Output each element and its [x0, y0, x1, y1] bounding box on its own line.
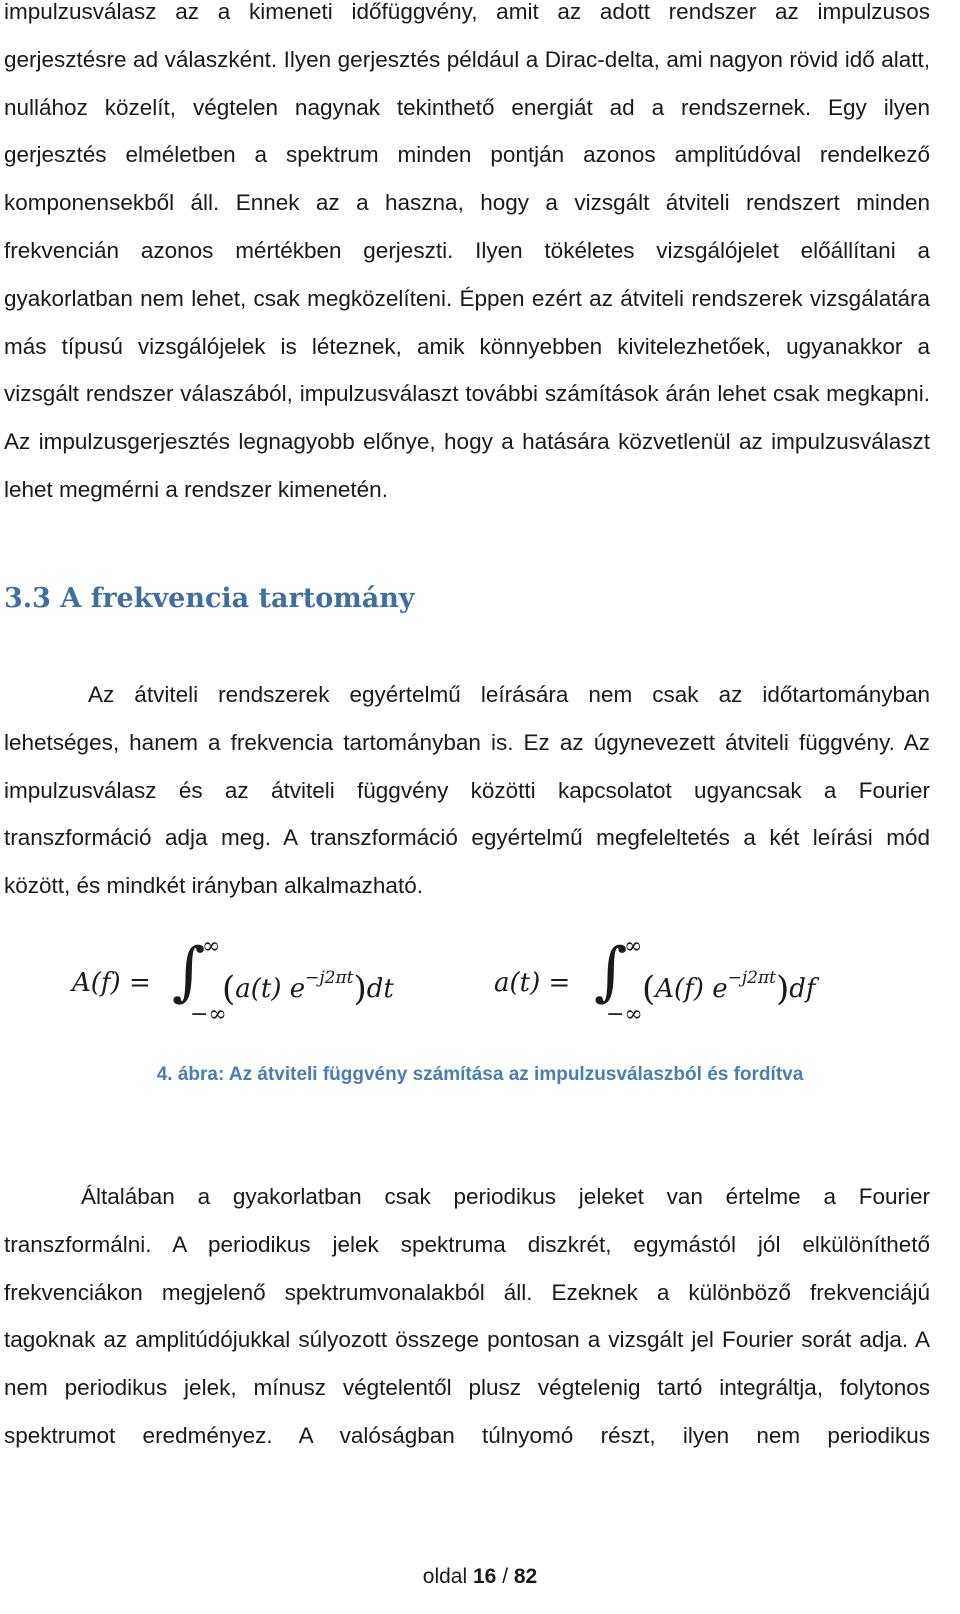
current-page-number: 16: [472, 1565, 497, 1588]
total-pages: 82: [513, 1565, 538, 1588]
integral-sign: ∫: [172, 935, 206, 1009]
integral-upper-limit: ∞: [202, 934, 221, 959]
formula-lhs: A(f) =: [72, 968, 151, 998]
page-label: oldal: [422, 1565, 468, 1588]
integral-lower-limit: −∞: [190, 1002, 227, 1027]
exp-exponent: −j2πt: [727, 968, 776, 988]
exp-base: e: [712, 974, 728, 1004]
differential: df: [789, 974, 816, 1004]
integrand: (A(f) $e^{-j2\pi t})df$: [642, 968, 816, 1009]
integral-sign: ∫: [594, 935, 628, 1009]
integrand-function: a(t): [235, 974, 282, 1004]
page-separator: /: [502, 1565, 509, 1588]
integrand-function: A(f): [655, 974, 704, 1004]
differential: dt: [366, 974, 394, 1004]
body-paragraph-2: Az átviteli rendszerek egyértelmű leírására nem csak az időtartományban lehetséges, hanem a frekvencia tartományban is. Ez az úgynevezett átviteli függvény. Az impulzusválasz és az átviteli függvény közötti kapcsolatot ugyancsak a Fourier transzformáció adja meg. A transzformáció egyértelmű megfeleltetés a két leírási mód között, és mindkét irányban alkalmazható.: [4, 682, 930, 899]
exp-exponent: −j2πt: [305, 968, 354, 988]
exp-base: e: [289, 974, 306, 1004]
page-number-footer: [0, 1565, 960, 1589]
body-paragraph-3: Általában a gyakorlatban csak periodikus jeleket van értelme a Fourier transzformálni. A periodikus jelek spektruma diszkrét, egymástól jól elkülöníthető frekvenciákon megjelenő spektrumvonalakból áll. Ezeknek a különböző frekvenciájú tagoknak az amplitúdójukkal súlyozott összege pontosan a vizsgált jel Fourier sorát adja. A nem periodikus jelek, mínusz végtelentől plusz végtelenig tartó integráltja, folytonos spektrumot eredményez. A valóságban túlnyomó részt, ilyen nem periodikus: [4, 1184, 930, 1448]
formula-lhs: a(t) =: [494, 968, 571, 998]
integral-lower-limit: −∞: [606, 1002, 643, 1027]
integrand: (a(t) $e^{-j2\pi t})dt$: [222, 968, 394, 1009]
integral-upper-limit: ∞: [624, 934, 643, 959]
figure-caption: 4. ábra: Az átviteli függvény számítása az impulzusválaszból és fordítva: [156, 1064, 804, 1085]
fourier-formulas: [0, 930, 960, 1030]
body-paragraph-1: impulzusválasz az a kimeneti időfüggvény, amit az adott rendszer az impulzusos gerjesztésre ad válaszként. Ilyen gerjesztés például a Dirac-delta, ami nagyon rövid idő alatt, nullához közelít, végtelen nagynak tekinthető energiát ad a rendszernek. Egy ilyen gerjesztés elméletben a spektrum minden pontján azonos amplitúdóval rendelkező komponensekből áll. Ennek az a haszna, hogy a vizsgált átviteli rendszert minden frekvencián azonos mértékben gerjeszti. Ilyen tökéletes vizsgálójelet előállítani a gyakorlatban nem lehet, csak megközelíteni. Éppen ezért az átviteli rendszerek vizsgálatára más típusú vizsgálójelek is léteznek, amik könnyebben kivitelezhetőek, ugyanakkor a vizsgált rendszer válaszából, impulzusválaszt további számítások árán lehet csak megkapni. Az impulzusgerjesztés legnagyobb előnye, hogy a hatására közvetlenül az impulzusválaszt lehet megmérni a rendszer kimenetén.: [4, 0, 930, 502]
section-heading: 3.3 A frekvencia tartomány: [4, 583, 415, 614]
